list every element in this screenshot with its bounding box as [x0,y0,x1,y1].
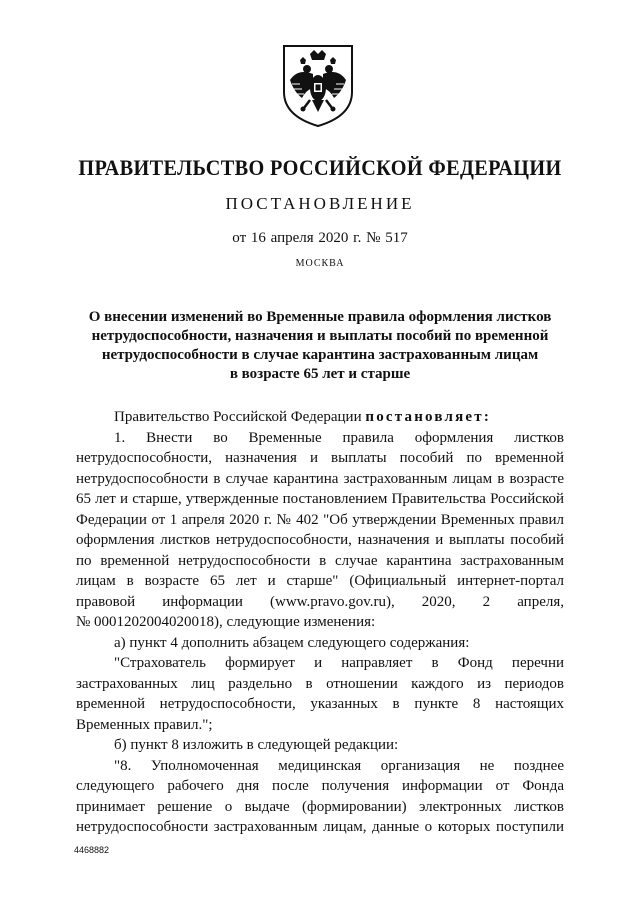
body-line: нетрудоспособности в случае карантина застрахованным лицам в возрасте [76,470,564,487]
heading-line: в возрасте 65 лет и старше [229,366,411,382]
intro-text: Правительство Российской Федерации [114,409,366,425]
government-title: ПРАВИТЕЛЬСТВО РОССИЙСКОЙ ФЕДЕРАЦИИ [78,155,562,180]
document-type: ПОСТАНОВЛЕНИЕ [225,194,415,213]
body-line: б) пункт 8 изложить в следующей редакции: [114,737,399,753]
body-line: следующего рабочего дня после получения информации от Фонда [76,778,564,794]
heading-line: нетрудоспособности в случае карантина застрахованным лицам [101,347,539,363]
body-line: лицам в возрасте 65 лет и старше" (Официальный интернет-портал [76,573,564,589]
body-line: правовой информации (www.pravo.gov.ru), 2020, 2 апреля, [76,593,564,610]
document-body [76,407,564,838]
body-line: 65 лет и старше, утвержденные постановлением Правительства Российской [76,491,564,507]
body-line: а) пункт 4 дополнить абзацем следующего содержания: [114,634,470,651]
body-line: № 0001202004020018), следующие изменения: [76,614,376,630]
body-line: 1. Внести во Временные правила оформления листков [114,429,564,446]
body-line: по временной нетрудоспособности в случае карантина застрахованным [76,552,564,569]
heading-line: нетрудоспособности, назначения и выплаты пособий по временной [91,328,549,344]
body-line: временной нетрудоспособности, указанных в пункте 8 настоящих [76,696,564,712]
decree-verb: постановляет: [365,409,492,425]
body-line: Федерации от 1 апреля 2020 г. № 402 "Об утверждении Временных правил [76,511,564,528]
document-heading [60,308,580,384]
body-line: нетрудоспособности, назначения и выплаты пособий по временной [76,450,564,466]
body-line: нетрудоспособности застрахованным лицам, данные о которых поступили [76,819,564,835]
document-city: МОСКВА [295,258,345,269]
coat-of-arms-icon [280,40,356,130]
document-date-number: от 16 апреля 2020 г. № 517 [232,230,408,246]
body-line: оформления листков нетрудоспособности, назначения и выплаты пособий [76,532,564,548]
intro-line [76,407,564,428]
heading-line: О внесении изменений во Временные правила оформления листков [88,309,552,325]
body-line: застрахованных лиц раздельно в отношении каждого из периодов [76,675,564,692]
body-line: "8. Уполномоченная медицинская организация не позднее [114,757,564,774]
body-line: "Страхователь формирует и направляет в Фонд перечни [114,655,564,671]
body-line: принимает решение о выдаче (формировании) электронных листков [76,798,564,815]
body-line: Временных правил."; [76,716,213,733]
document-code: 4468882 [74,845,110,855]
